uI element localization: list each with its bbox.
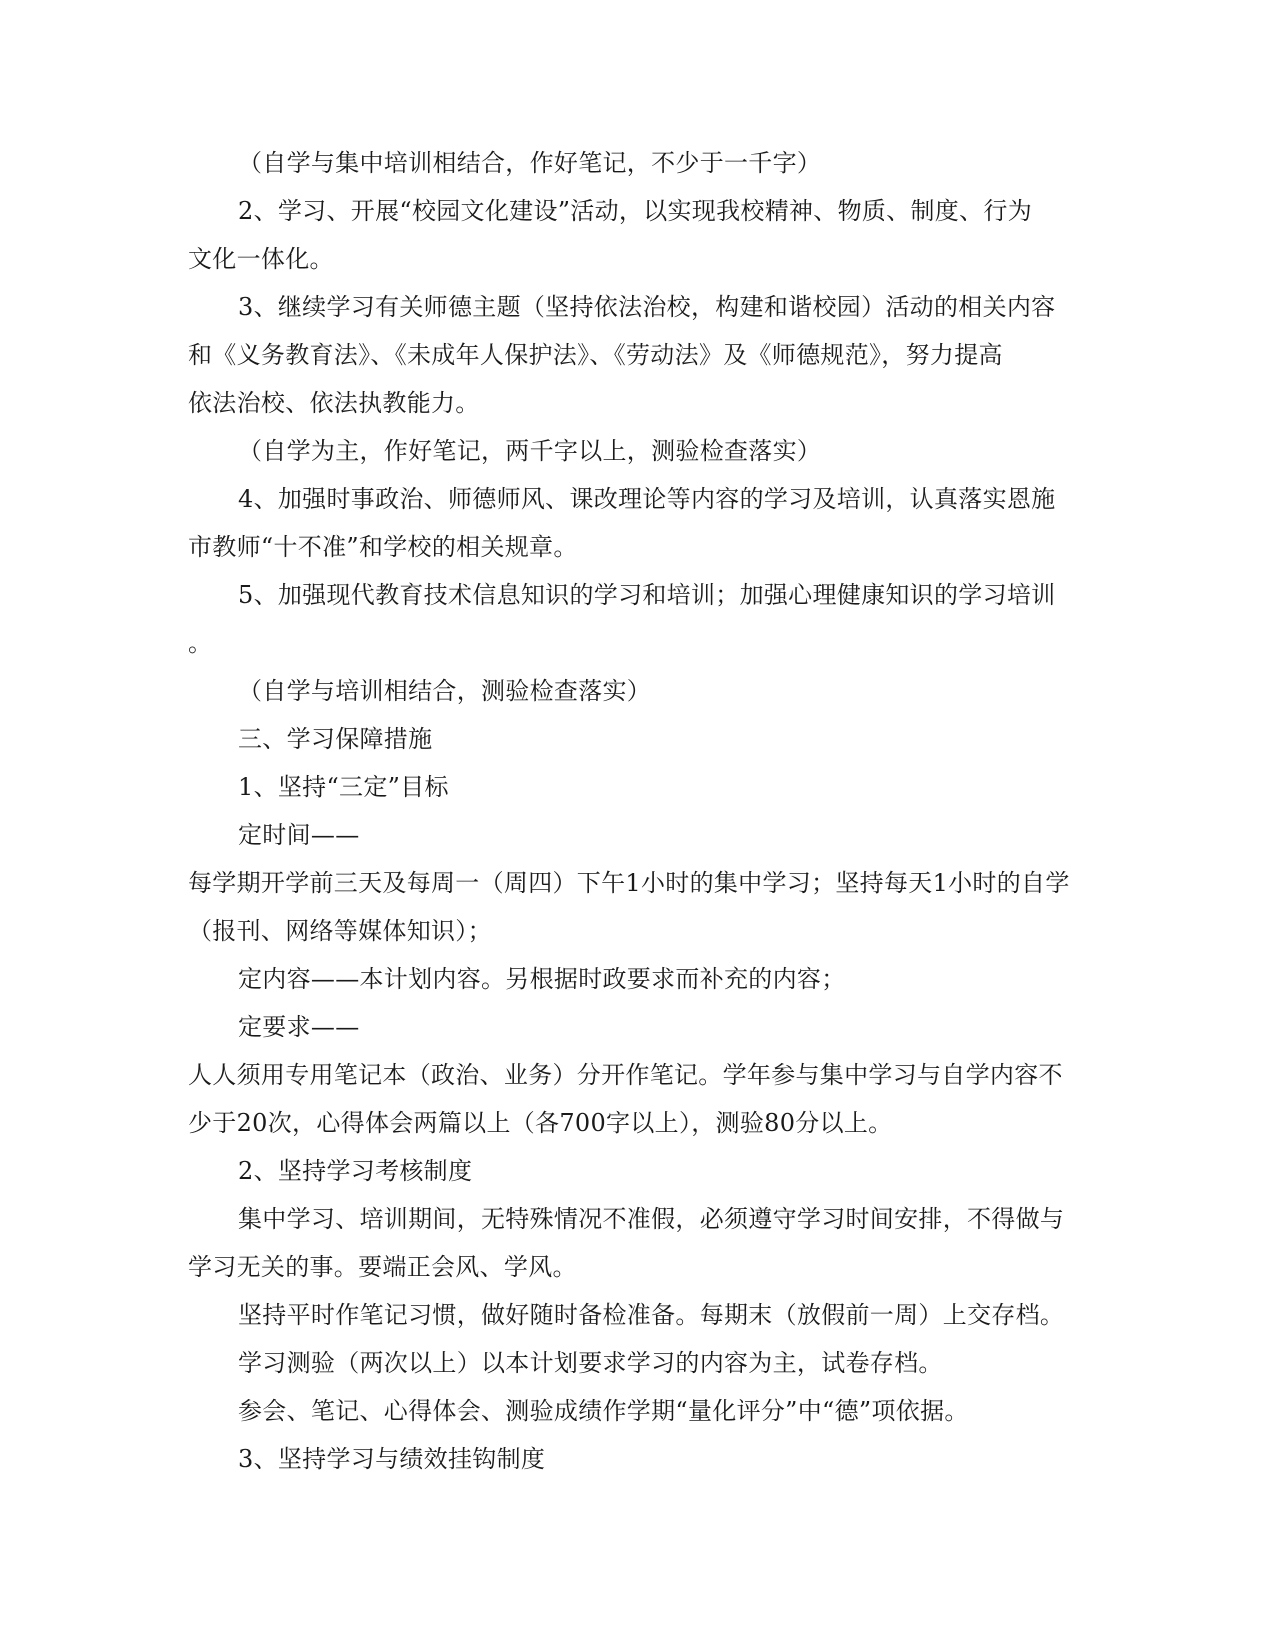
fixed-time-line-2: （报刊、网络等媒体知识）； [188, 917, 492, 945]
fixed-requirement-line-2: 少于20次，心得体会两篇以上（各700字以上），测验80分以上。 [188, 1109, 893, 1137]
item-5-line-2: 。 [188, 629, 213, 657]
note-self-study-training: （自学与集中培训相结合，作好笔记，不少于一千字） [238, 149, 822, 177]
fixed-requirement-label: 定要求—— [238, 1013, 360, 1041]
item-4-line-1: 4、加强时事政治、师德师风、课改理论等内容的学习及培训，认真落实恩施 [238, 485, 1056, 513]
item-3-line-1: 3、继续学习有关师德主题（坚持依法治校，构建和谐校园）活动的相关内容 [238, 293, 1056, 321]
subheading-1: 1、坚持“三定”目标 [238, 773, 449, 801]
section-heading-3: 三、学习保障措施 [238, 725, 433, 753]
fixed-time-label: 定时间—— [238, 821, 360, 849]
subheading-3: 3、坚持学习与绩效挂钩制度 [238, 1445, 546, 1473]
item-4-line-2: 市教师“十不准”和学校的相关规章。 [188, 533, 578, 561]
item-3-line-3: 依法治校、依法执教能力。 [188, 389, 480, 417]
note-study-training-test: （自学与培训相结合，测验检查落实） [238, 677, 652, 705]
assessment-test: 学习测验（两次以上）以本计划要求学习的内容为主，试卷存档。 [238, 1349, 943, 1377]
assessment-line-2: 学习无关的事。要端正会风、学风。 [188, 1253, 577, 1281]
subheading-2: 2、坚持学习考核制度 [238, 1157, 473, 1185]
fixed-requirement-line-1: 人人须用专用笔记本（政治、业务）分开作笔记。学年参与集中学习与自学内容不 [188, 1061, 1063, 1089]
item-2-line-2: 文化一体化。 [188, 245, 334, 273]
assessment-line-1: 集中学习、培训期间，无特殊情况不准假，必须遵守学习时间安排，不得做与 [238, 1205, 1065, 1233]
fixed-content: 定内容——本计划内容。另根据时政要求而补充的内容； [238, 965, 846, 993]
item-3-line-2: 和《义务教育法》、《未成年人保护法》、《劳动法》及《师德规范》，努力提高 [188, 341, 1003, 369]
fixed-time-line-1: 每学期开学前三天及每周一（周四）下午1小时的集中学习；坚持每天1小时的自学 [188, 869, 1070, 897]
item-5-line-1: 5、加强现代教育技术信息知识的学习和培训；加强心理健康知识的学习培训 [238, 581, 1056, 609]
item-2-line-1: 2、学习、开展“校园文化建设”活动，以实现我校精神、物质、制度、行为 [238, 197, 1033, 225]
note-self-study-main: （自学为主，作好笔记，两千字以上，测验检查落实） [238, 437, 822, 465]
assessment-notes: 坚持平时作笔记习惯，做好随时备检准备。每期末（放假前一周）上交存档。 [238, 1301, 1065, 1329]
assessment-basis: 参会、笔记、心得体会、测验成绩作学期“量化评分”中“德”项依据。 [238, 1397, 969, 1425]
